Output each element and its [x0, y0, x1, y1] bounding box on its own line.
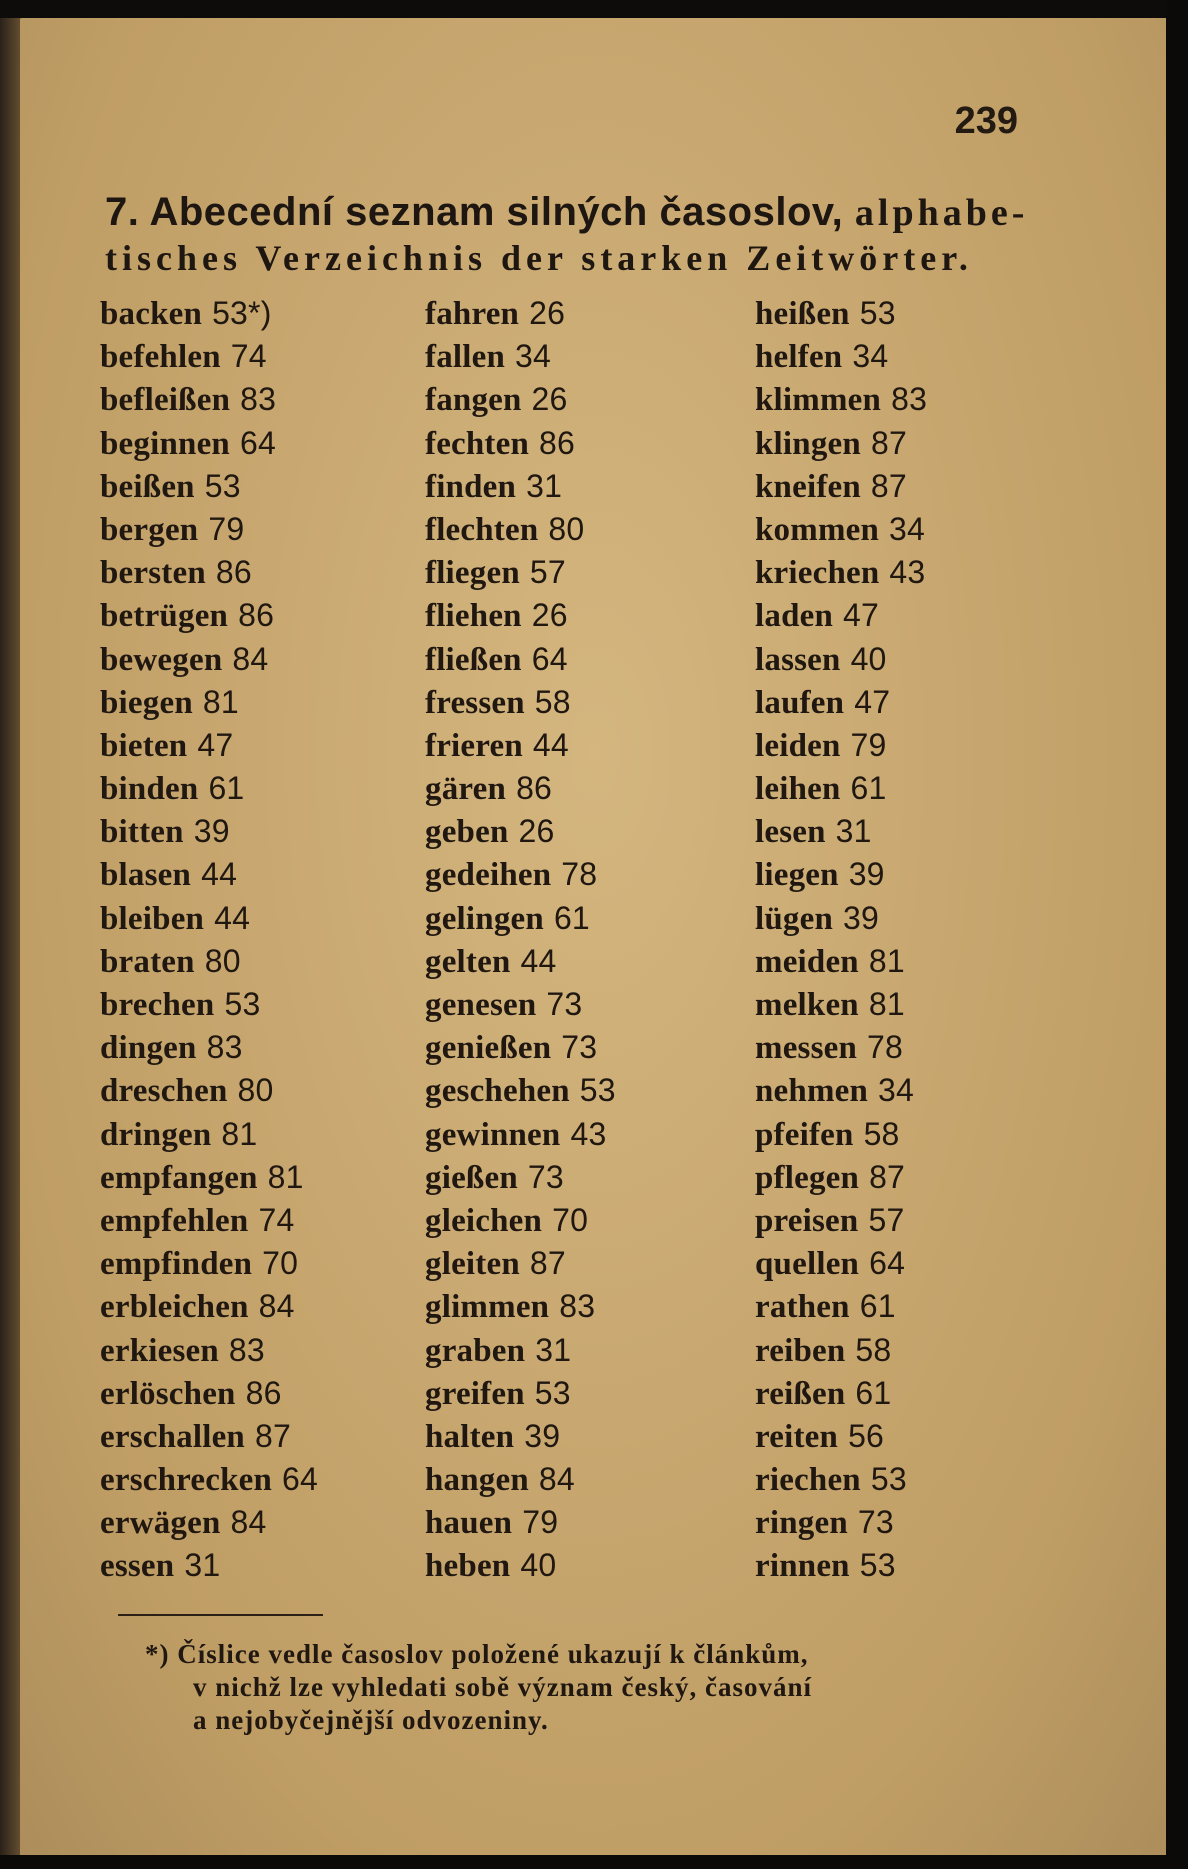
verb-entry — [425, 551, 616, 594]
verb-word: genießen — [425, 1030, 552, 1067]
article-number: 26 — [529, 295, 566, 331]
footnote — [145, 1638, 1035, 1737]
verb-word: lügen — [755, 900, 834, 937]
article-number: 53 — [870, 1461, 907, 1498]
verb-entry — [755, 335, 927, 378]
article-number: 39 — [848, 856, 885, 893]
verb-entry — [425, 1156, 616, 1199]
article-number: 53 — [534, 1374, 571, 1411]
article-number: 43 — [570, 1115, 607, 1152]
article-number: 73 — [857, 1504, 894, 1541]
verb-word: preisen — [755, 1202, 859, 1239]
verb-entry — [755, 1501, 927, 1544]
verb-entry — [755, 1329, 927, 1372]
verb-word: halten — [425, 1418, 515, 1455]
heading-german-part-2: tisches Verzeichnis der starken Zeitwörter. — [105, 238, 973, 278]
verb-entry — [425, 1285, 616, 1328]
verb-entry — [425, 1026, 616, 1069]
article-number: 84 — [258, 1288, 295, 1325]
verb-word: erschrecken — [100, 1462, 273, 1499]
verb-entry — [100, 1544, 318, 1587]
article-number: 31 — [835, 813, 872, 850]
article-number: 56 — [848, 1417, 885, 1454]
verb-word: beginnen — [100, 425, 230, 462]
verb-word: betrügen — [100, 598, 229, 635]
article-number: 58 — [863, 1115, 900, 1152]
verb-entry — [755, 767, 927, 810]
verb-word: blasen — [100, 857, 192, 894]
verb-word: fechten — [425, 425, 530, 462]
article-number: 83 — [240, 381, 277, 418]
article-number: 64 — [239, 424, 276, 461]
verb-word: frieren — [425, 727, 523, 764]
verb-entry — [100, 767, 318, 810]
article-number: 47 — [843, 597, 880, 634]
verb-entry — [425, 853, 616, 896]
verb-word: hangen — [425, 1462, 529, 1499]
article-number: 34 — [852, 338, 889, 375]
article-number: 31 — [184, 1547, 221, 1584]
article-number: 34 — [878, 1072, 915, 1109]
article-number: 53 — [579, 1072, 616, 1109]
article-number: 61 — [553, 899, 590, 936]
verb-entry — [755, 422, 927, 465]
verb-entry — [100, 551, 318, 594]
verb-word: erschallen — [100, 1418, 245, 1455]
verb-entry — [100, 1026, 318, 1069]
article-number: 44 — [214, 899, 251, 936]
verb-entry — [755, 1069, 927, 1112]
verb-word: melken — [755, 987, 859, 1023]
verb-entry — [100, 465, 318, 508]
verb-word: reiten — [755, 1418, 839, 1455]
verb-word: gleichen — [425, 1202, 543, 1239]
verb-word: fressen — [425, 684, 525, 721]
verb-entry — [755, 551, 927, 594]
verb-word: klimmen — [755, 382, 882, 419]
verb-word: befleißen — [100, 382, 231, 419]
verb-entry — [100, 983, 318, 1026]
verb-entry — [755, 508, 927, 551]
verb-word: pfeifen — [755, 1116, 854, 1153]
verb-entry — [100, 724, 318, 767]
verb-entry — [425, 422, 616, 465]
verb-word: laden — [755, 598, 834, 635]
verb-word: bitten — [100, 814, 184, 851]
article-number: 64 — [531, 640, 568, 677]
verb-entry — [425, 335, 616, 378]
article-number: 81 — [868, 942, 905, 979]
article-number: 78 — [867, 1029, 904, 1066]
verb-word: gewinnen — [425, 1116, 561, 1153]
verb-word: leiden — [755, 727, 841, 764]
verb-word: glimmen — [425, 1289, 550, 1326]
verb-entry — [100, 1501, 318, 1544]
verb-word: pflegen — [755, 1159, 860, 1196]
verb-word: finden — [425, 468, 517, 505]
article-number: 31 — [535, 1331, 572, 1368]
verb-word: lassen — [755, 641, 841, 678]
verb-word: kommen — [755, 511, 880, 548]
verb-entry — [755, 292, 927, 335]
article-number: 61 — [208, 770, 245, 807]
verb-word: leihen — [755, 771, 841, 808]
verb-entry — [425, 1458, 616, 1501]
verb-entry — [755, 853, 927, 896]
article-number: 86 — [539, 424, 576, 461]
verb-entry — [755, 1372, 927, 1415]
verb-word: riechen — [755, 1462, 861, 1499]
verb-entry — [100, 422, 318, 465]
verb-word: gedeihen — [425, 857, 552, 894]
article-number: 79 — [522, 1504, 559, 1541]
article-number: 53*) — [212, 295, 272, 331]
footnote-line-2: v nichž lze vyhledati sobě význam český, časování — [193, 1672, 812, 1702]
verb-entry — [425, 1242, 616, 1285]
verb-entry — [100, 594, 318, 637]
verb-entry — [425, 1113, 616, 1156]
article-number: 74 — [230, 338, 267, 375]
verb-entry — [100, 1285, 318, 1328]
verb-entry — [755, 983, 927, 1026]
article-number: 73 — [561, 1029, 598, 1066]
verb-entry — [755, 1415, 927, 1458]
article-number: 79 — [208, 510, 245, 547]
article-number: 34 — [515, 338, 552, 375]
verb-word: empfinden — [100, 1246, 253, 1283]
footnote-line-3: a nejobyčejnější odvozeniny. — [193, 1705, 549, 1735]
verb-entry — [425, 1069, 616, 1112]
verb-word: messen — [755, 1030, 858, 1067]
verb-word: greifen — [425, 1375, 525, 1412]
article-number: 87 — [870, 424, 907, 461]
verb-word: erkiesen — [100, 1332, 219, 1369]
scan-border-right — [1166, 0, 1188, 1869]
verb-word: erbleichen — [100, 1289, 249, 1326]
verb-word: erwägen — [100, 1505, 221, 1542]
verb-word: dreschen — [100, 1073, 228, 1110]
article-number: 57 — [529, 554, 566, 591]
article-number: 43 — [889, 554, 926, 591]
verb-word: genesen — [425, 987, 537, 1023]
verb-entry — [425, 465, 616, 508]
verb-entry — [100, 292, 318, 335]
article-number: 87 — [529, 1245, 566, 1282]
verb-word: bersten — [100, 555, 206, 592]
article-number: 87 — [870, 467, 907, 504]
verb-entry — [755, 897, 927, 940]
article-number: 61 — [859, 1288, 896, 1325]
verb-entry — [100, 853, 318, 896]
section-heading — [105, 190, 1035, 279]
heading-german-part-1: alphabe- — [854, 192, 1029, 234]
verb-entry — [425, 508, 616, 551]
verb-entry — [755, 1026, 927, 1069]
footnote-rule — [118, 1614, 323, 1616]
footnote-line-1: *) Číslice vedle časoslov položené ukazují k článkům, — [145, 1639, 809, 1669]
verb-entry — [425, 940, 616, 983]
article-number: 39 — [524, 1417, 561, 1454]
verb-entry — [100, 1113, 318, 1156]
article-number: 26 — [531, 597, 568, 634]
article-number: 87 — [254, 1417, 291, 1454]
verb-entry — [755, 1242, 927, 1285]
verb-entry — [425, 1501, 616, 1544]
article-number: 84 — [232, 640, 269, 677]
verb-word: beißen — [100, 468, 195, 505]
verb-entry — [425, 983, 616, 1026]
article-number: 81 — [202, 683, 239, 720]
verb-word: reißen — [755, 1375, 846, 1412]
verb-entry — [100, 335, 318, 378]
article-number: 78 — [561, 856, 598, 893]
verb-word: befehlen — [100, 339, 221, 376]
verb-entry — [755, 1458, 927, 1501]
verb-entry — [755, 1285, 927, 1328]
verb-word: geben — [425, 814, 509, 851]
verb-word: dingen — [100, 1030, 197, 1067]
verb-word: nehmen — [755, 1073, 869, 1110]
article-number: 26 — [518, 813, 555, 850]
article-number: 40 — [520, 1547, 557, 1584]
verb-entry — [425, 724, 616, 767]
verb-entry — [425, 1329, 616, 1372]
verb-entry — [100, 681, 318, 724]
article-number: 34 — [889, 510, 926, 547]
verb-entry — [100, 940, 318, 983]
verb-entry — [100, 1329, 318, 1372]
article-number: 86 — [238, 597, 275, 634]
verb-word: brechen — [100, 987, 215, 1023]
verb-word: graben — [425, 1332, 526, 1369]
verb-word: hauen — [425, 1505, 513, 1542]
verb-entry — [755, 940, 927, 983]
article-number: 70 — [262, 1245, 299, 1282]
article-number: 58 — [855, 1331, 892, 1368]
article-number: 53 — [224, 986, 261, 1022]
verb-word: liegen — [755, 857, 839, 894]
article-number: 64 — [869, 1245, 906, 1282]
article-number: 86 — [245, 1374, 282, 1411]
verb-entry — [425, 810, 616, 853]
article-number: 81 — [221, 1115, 258, 1152]
article-number: 70 — [552, 1201, 589, 1238]
article-number: 53 — [204, 467, 241, 504]
verb-word: biegen — [100, 684, 193, 721]
verb-entry — [425, 1199, 616, 1242]
verb-word: empfehlen — [100, 1202, 249, 1239]
verb-entry — [425, 638, 616, 681]
article-number: 53 — [859, 1547, 896, 1584]
verb-entry — [425, 681, 616, 724]
verb-entry — [100, 1415, 318, 1458]
verb-entry — [100, 1458, 318, 1501]
article-number: 80 — [204, 942, 241, 979]
verb-word: binden — [100, 771, 199, 808]
article-number: 83 — [559, 1288, 596, 1325]
verb-word: klingen — [755, 425, 861, 462]
verb-entry — [100, 1199, 318, 1242]
verb-word: meiden — [755, 943, 859, 980]
article-number: 39 — [843, 899, 880, 936]
verb-word: bieten — [100, 727, 188, 764]
verb-word: helfen — [755, 339, 843, 376]
article-number: 83 — [206, 1029, 243, 1066]
verb-column-2 — [425, 292, 616, 1588]
article-number: 47 — [197, 726, 234, 763]
verb-entry — [425, 897, 616, 940]
verb-word: reiben — [755, 1332, 846, 1369]
verb-entry — [100, 897, 318, 940]
verb-entry — [755, 724, 927, 767]
verb-entry — [425, 767, 616, 810]
verb-entry — [100, 508, 318, 551]
article-number: 83 — [891, 381, 928, 418]
verb-entry — [425, 1415, 616, 1458]
verb-entry — [755, 810, 927, 853]
article-number: 80 — [237, 1072, 274, 1109]
verb-entry — [100, 810, 318, 853]
article-number: 74 — [258, 1201, 295, 1238]
article-number: 87 — [869, 1158, 906, 1195]
article-number: 31 — [526, 467, 563, 504]
article-number: 64 — [282, 1461, 319, 1498]
verb-entry — [425, 594, 616, 637]
article-number: 86 — [215, 554, 252, 591]
verb-column-1 — [100, 292, 318, 1588]
article-number: 26 — [531, 381, 568, 418]
verb-word: gleiten — [425, 1246, 520, 1283]
verb-word: dringen — [100, 1116, 212, 1153]
verb-entry — [755, 681, 927, 724]
verb-word: gelten — [425, 943, 511, 980]
verb-word: geschehen — [425, 1073, 570, 1110]
verb-word: gelingen — [425, 900, 544, 937]
verb-entry — [755, 1156, 927, 1199]
article-number: 83 — [228, 1331, 265, 1368]
article-number: 47 — [854, 683, 891, 720]
verb-word: bewegen — [100, 641, 223, 678]
article-number: 81 — [267, 1158, 304, 1195]
article-number: 57 — [868, 1201, 905, 1238]
verb-word: fangen — [425, 382, 522, 419]
verb-entry — [755, 378, 927, 421]
verb-entry — [100, 1372, 318, 1415]
verb-word: lesen — [755, 814, 826, 851]
verb-entry — [100, 1242, 318, 1285]
article-number: 80 — [548, 510, 585, 547]
verb-word: empfangen — [100, 1159, 258, 1196]
verb-entry — [755, 594, 927, 637]
article-number: 86 — [516, 770, 553, 807]
verb-word: kriechen — [755, 555, 880, 592]
verb-entry — [100, 1069, 318, 1112]
verb-entry — [100, 638, 318, 681]
verb-word: kneifen — [755, 468, 861, 505]
verb-word: backen — [100, 296, 203, 332]
verb-word: flechten — [425, 511, 539, 548]
verb-word: bleiben — [100, 900, 205, 937]
verb-word: braten — [100, 943, 195, 980]
verb-word: heben — [425, 1548, 511, 1585]
verb-entry — [755, 1199, 927, 1242]
verb-entry — [100, 378, 318, 421]
verb-entry — [755, 465, 927, 508]
article-number: 81 — [868, 986, 905, 1022]
verb-word: fliehen — [425, 598, 522, 635]
verb-word: erlöschen — [100, 1375, 236, 1412]
verb-word: quellen — [755, 1246, 860, 1283]
article-number: 73 — [527, 1158, 564, 1195]
verb-entry — [425, 1372, 616, 1415]
verb-word: fallen — [425, 339, 506, 376]
verb-entry — [100, 1156, 318, 1199]
page-number: 239 — [954, 100, 1018, 142]
verb-word: bergen — [100, 511, 199, 548]
article-number: 40 — [850, 640, 887, 677]
article-number: 79 — [850, 726, 887, 763]
verb-word: heißen — [755, 296, 850, 332]
heading-line-1 — [105, 190, 1035, 235]
verb-word: fließen — [425, 641, 522, 678]
article-number: 44 — [520, 942, 557, 979]
article-number: 73 — [546, 986, 583, 1022]
article-number: 53 — [859, 295, 896, 331]
verb-word: essen — [100, 1548, 175, 1585]
verb-word: rinnen — [755, 1548, 850, 1585]
verb-word: ringen — [755, 1505, 848, 1542]
verb-word: fliegen — [425, 555, 520, 592]
verb-entry — [425, 292, 616, 335]
verb-word: rathen — [755, 1289, 850, 1326]
verb-list — [100, 292, 1000, 1592]
verb-entry — [755, 1544, 927, 1587]
verb-column-3 — [755, 292, 927, 1588]
verb-word: gären — [425, 771, 507, 808]
article-number: 61 — [855, 1374, 892, 1411]
article-number: 61 — [850, 770, 887, 807]
article-number: 39 — [193, 813, 230, 850]
article-number: 44 — [201, 856, 238, 893]
scan-border-bottom — [0, 1855, 1188, 1869]
article-number: 84 — [230, 1504, 267, 1541]
verb-word: gießen — [425, 1159, 518, 1196]
verb-entry — [425, 1544, 616, 1587]
heading-czech: 7. Abecední seznam silných časoslov, — [105, 190, 844, 234]
verb-word: laufen — [755, 684, 845, 721]
article-number: 58 — [534, 683, 571, 720]
verb-entry — [425, 378, 616, 421]
verb-word: fahren — [425, 296, 520, 332]
verb-entry — [755, 1113, 927, 1156]
verb-entry — [755, 638, 927, 681]
article-number: 84 — [538, 1461, 575, 1498]
article-number: 44 — [532, 726, 569, 763]
